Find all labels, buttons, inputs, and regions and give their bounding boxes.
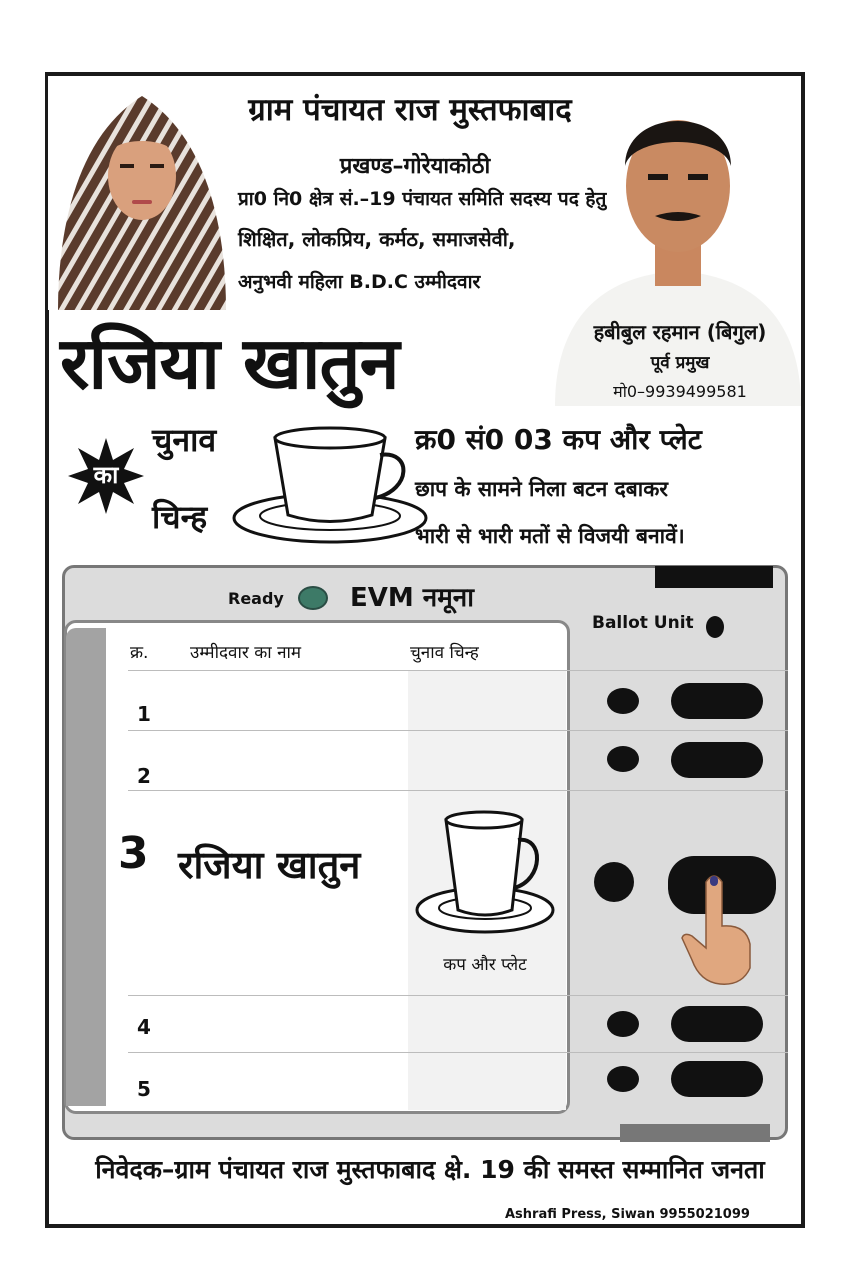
badge-text: का	[93, 461, 119, 489]
symbol-label-line2: चिन्ह	[152, 498, 208, 536]
vote-button-2[interactable]	[671, 742, 763, 778]
row-serial: 2	[137, 764, 151, 788]
row-led-icon	[594, 862, 634, 902]
evm-title: EVM नमूना	[350, 583, 474, 613]
col-symbol-header: चुनाव चिन्ह	[410, 643, 479, 663]
row-candidate-name: रजिया खातुन	[178, 843, 361, 887]
row-led-icon	[607, 1066, 639, 1092]
vote-button-5[interactable]	[671, 1061, 763, 1097]
row-serial: 1	[137, 702, 151, 726]
footer-appeal: निवेदक–ग्राम पंचायत राज मुस्तफाबाद क्षे. 19 की समस्त सम्मानित जनता	[95, 1155, 765, 1184]
ready-led-icon	[298, 586, 328, 610]
ballot-unit-label: Ballot Unit	[592, 613, 694, 633]
evm-top-bar	[655, 566, 773, 588]
ballot-sheet-edge	[66, 628, 106, 1106]
row-divider	[128, 1052, 788, 1053]
row-serial: 5	[137, 1077, 151, 1101]
row-led-icon	[607, 688, 639, 714]
col-serial-header: क्र.	[130, 643, 149, 663]
row-divider	[128, 790, 788, 791]
supporter-role: पूर्व प्रमुख	[650, 353, 710, 373]
cup-plate-icon	[230, 420, 430, 550]
header-constituency: प्रा0 नि0 क्षेत्र सं.–19 पंचायत समिति सदस्य पद हेतु	[238, 188, 607, 210]
vote-button-1[interactable]	[671, 683, 763, 719]
press-credit: Ashrafi Press, Siwan 9955021099	[505, 1207, 750, 1222]
cup-plate-icon	[414, 806, 556, 942]
ready-label: Ready	[228, 589, 284, 608]
row-serial: 4	[137, 1015, 151, 1039]
supporter-mobile: मो0–9939499581	[613, 382, 747, 401]
header-candidate-type: अनुभवी महिला B.D.C उम्मीदवार	[238, 271, 481, 293]
row-divider	[128, 730, 788, 731]
row-symbol-label: कप और प्लेट	[443, 955, 527, 975]
symbol-instruction-2: भारी से भारी मतों से विजयी बनावें।	[415, 524, 685, 548]
symbol-instruction-1: छाप के सामने निला बटन दबाकर	[415, 477, 668, 501]
row-led-icon	[607, 746, 639, 772]
header-block: प्रखण्ड–गोरेयाकोठी	[339, 154, 491, 179]
symbol-label-line1: चुनाव	[152, 421, 217, 459]
ballot-unit-led-icon	[706, 616, 724, 638]
header-title: ग्राम पंचायत राज मुस्तफाबाद	[248, 92, 572, 128]
symbol-serial: क्र0 सं0 03 कप और प्लेट	[415, 423, 702, 456]
row-divider	[128, 995, 788, 996]
col-name-header: उम्मीदवार का नाम	[190, 643, 302, 663]
finger-icon	[680, 868, 756, 986]
header-qualities: शिक्षित, लोकप्रिय, कर्मठ, समाजसेवी,	[238, 227, 516, 251]
row-divider	[128, 670, 788, 671]
row-serial: 3	[118, 828, 149, 879]
evm-bottom-bar	[620, 1124, 770, 1142]
candidate-name: रजिया खातुन	[60, 321, 399, 405]
supporter-name: हबीबुल रहमान (बिगुल)	[593, 320, 767, 344]
row-led-icon	[607, 1011, 639, 1037]
vote-button-4[interactable]	[671, 1006, 763, 1042]
